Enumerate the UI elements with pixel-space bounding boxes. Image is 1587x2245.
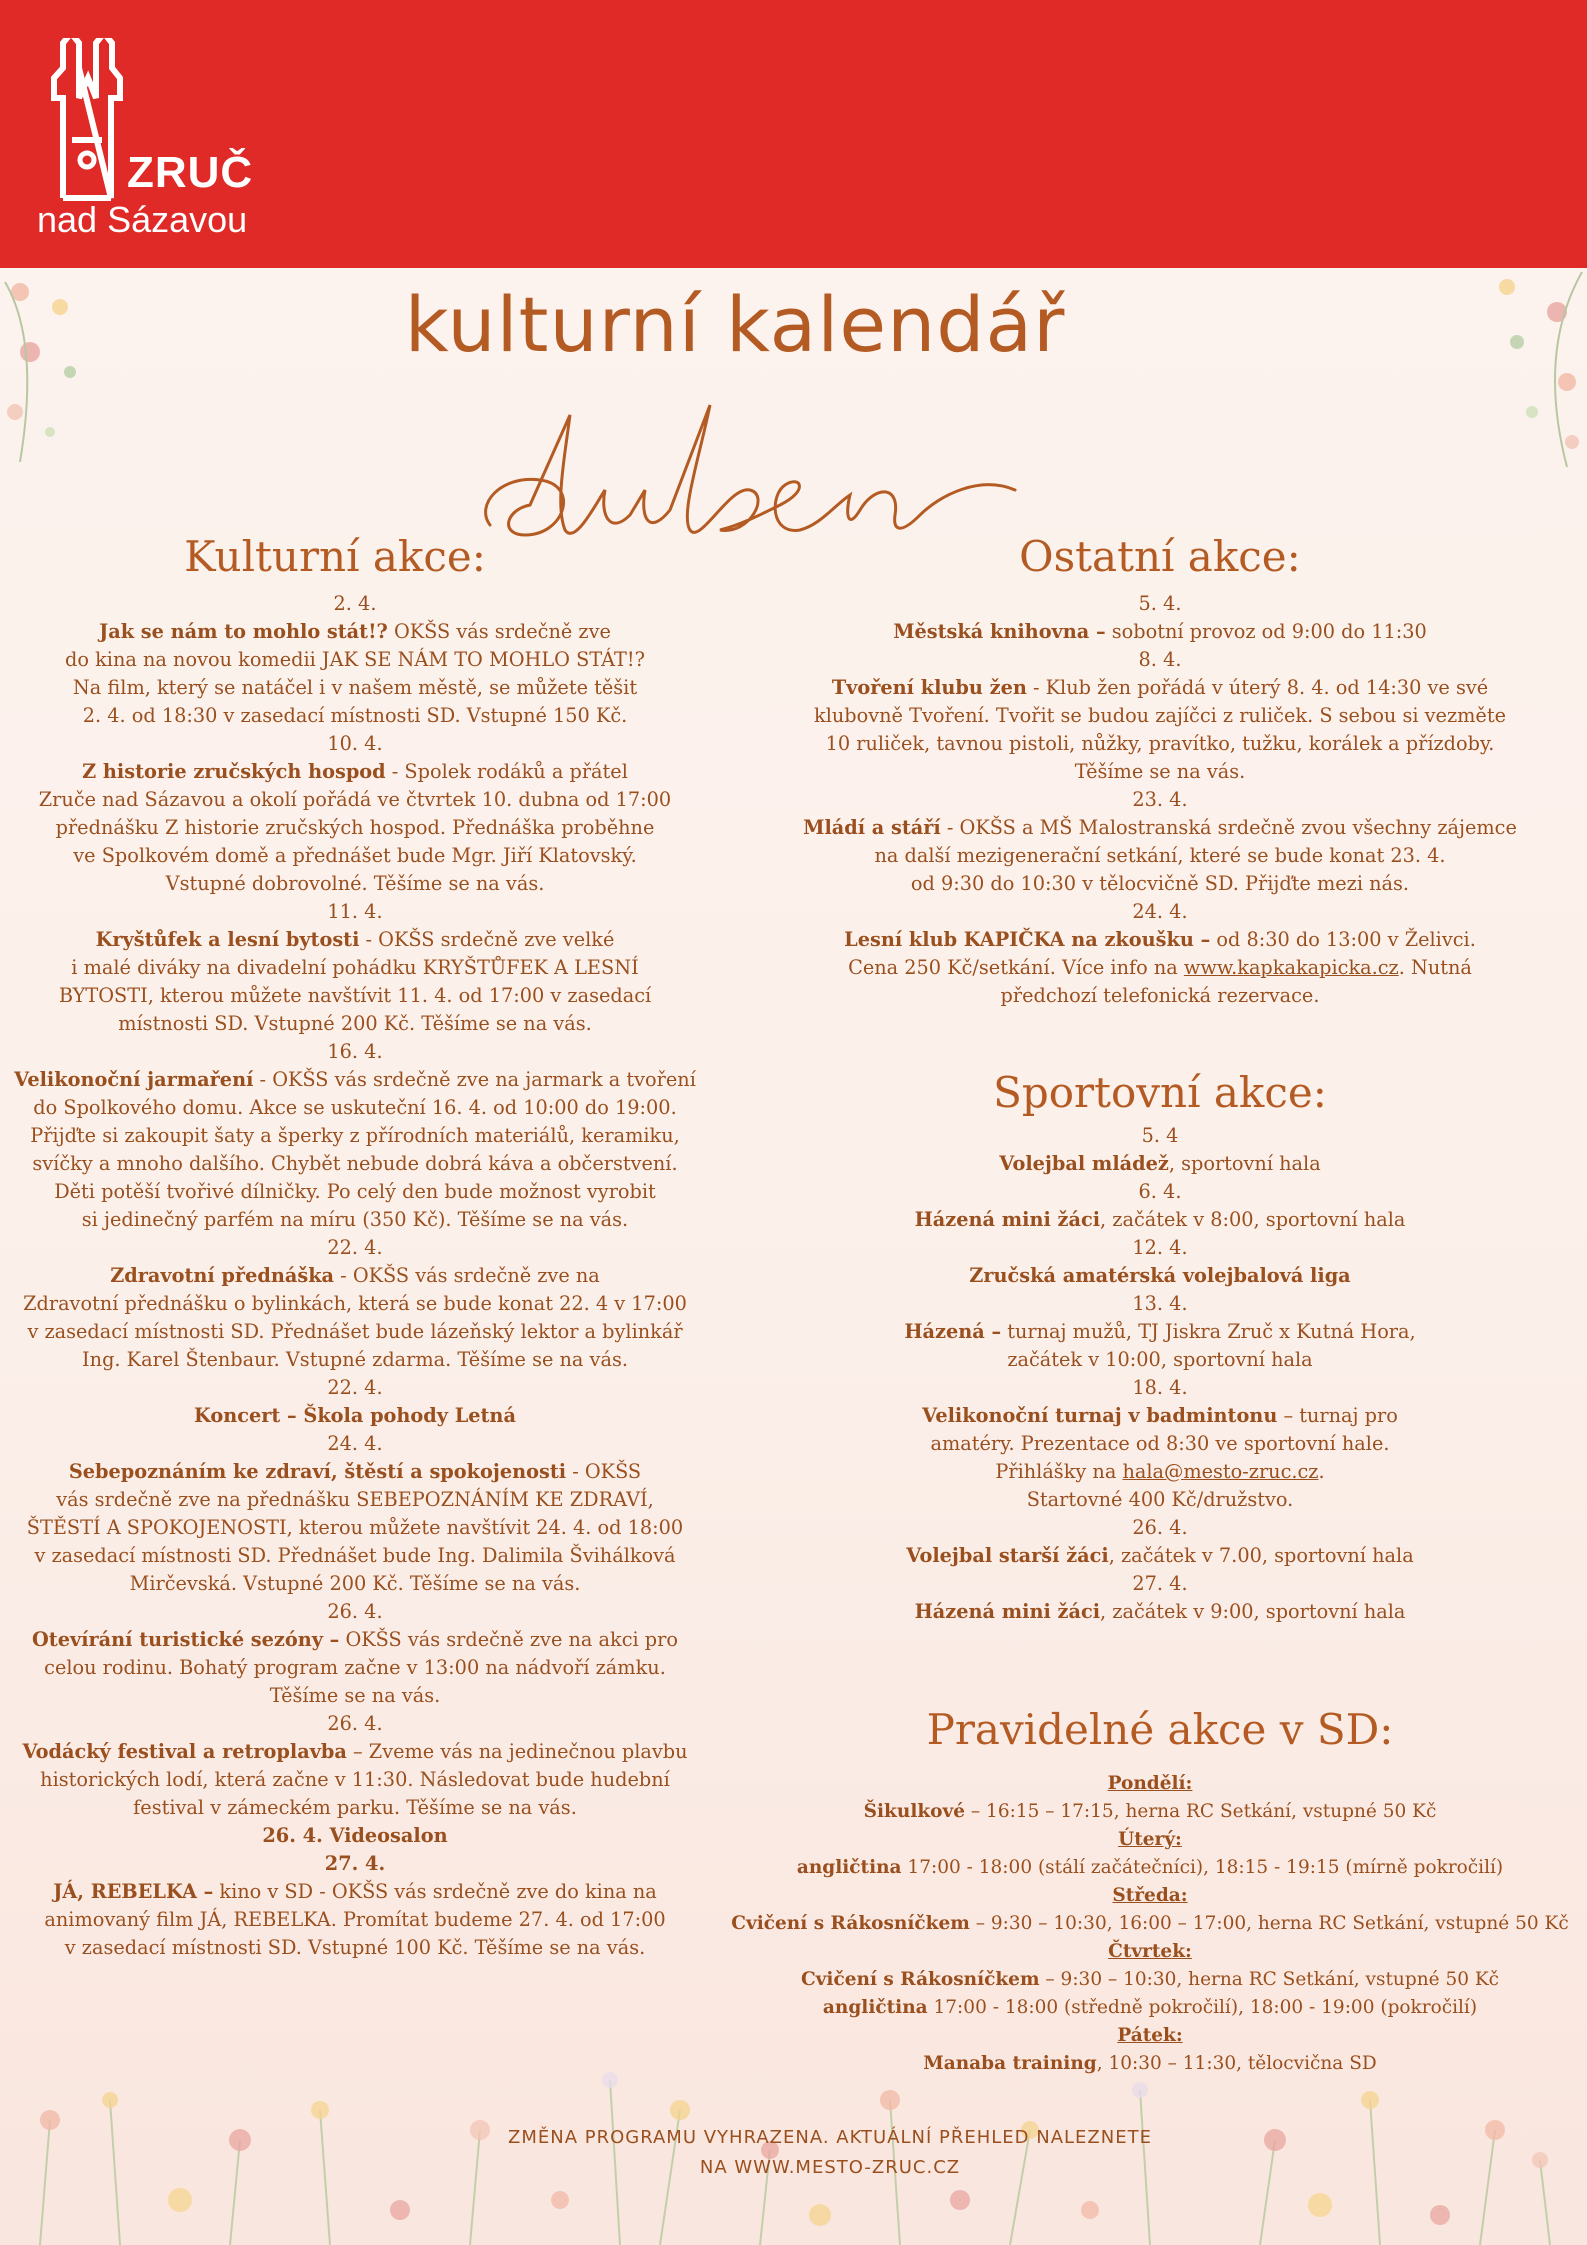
event-name: Zručská amatérská volejbalová liga <box>969 1264 1351 1287</box>
event-text: do kina na novou komedii JAK SE NÁM TO MOHLO STÁT!? <box>65 648 645 671</box>
event-name: angličtina <box>796 1857 902 1878</box>
header-bar <box>0 0 1587 268</box>
event-name: Městská knihovna – <box>893 620 1106 643</box>
event-date: 23. 4. <box>1132 788 1188 811</box>
event-text: Těšíme se na vás. <box>269 1684 441 1707</box>
event-date: 2. 4. <box>333 592 377 615</box>
event-name: Házená mini žáci <box>914 1208 1101 1231</box>
event-name: Volejbal mládež <box>999 1152 1169 1175</box>
other-events <box>760 590 1560 1010</box>
event-text: Mirčevská. Vstupné 200 Kč. Těšíme se na vás. <box>129 1572 581 1595</box>
event-text: . Nutná <box>1398 956 1472 979</box>
event-name: Sebepoznáním ke zdraví, štěstí a spokojenosti <box>68 1460 567 1483</box>
day-label: Úterý: <box>1118 1829 1182 1850</box>
event-text: ve Spolkovém domě a přednášet bude Mgr. Jiří Klatovský. <box>73 844 637 867</box>
event-text: – turnaj pro <box>1277 1404 1398 1427</box>
event-text: , sportovní hala <box>1168 1152 1321 1175</box>
event-text: svíčky a mnoho dalšího. Chybět nebude dobrá káva a občerstvení. <box>32 1152 678 1175</box>
regular-events <box>720 1770 1580 2078</box>
day-label: Pátek: <box>1117 2025 1183 2046</box>
sports-heading: Sportovní akce: <box>993 1068 1327 1117</box>
event-text: - OKŠS vás srdečně zve na <box>334 1264 600 1287</box>
event-date: 26. 4. Videosalon <box>262 1824 448 1847</box>
event-name: Volejbal starší žáci <box>906 1544 1109 1567</box>
event-date: 5. 4 <box>1141 1124 1179 1147</box>
event-text: začátek v 10:00, sportovní hala <box>1007 1348 1313 1371</box>
event-name: Házená mini žáci <box>914 1600 1101 1623</box>
event-text: ŠTĚSTÍ A SPOKOJENOSTI, kterou můžete navštívit 24. 4. od 18:00 <box>26 1516 684 1539</box>
event-date: 8. 4. <box>1138 648 1182 671</box>
event-text: Děti potěší tvořivé dílničky. Po celý den bude možnost vyrobit <box>54 1180 656 1203</box>
event-text: Vstupné dobrovolné. Těšíme se na vás. <box>165 872 545 895</box>
event-text: - OKŠS a MŠ Malostranská srdečně zvou všechny zájemce <box>940 816 1517 839</box>
event-text: - OKŠS <box>566 1460 642 1483</box>
event-text: 10 ruliček, tavnou pistoli, nůžky, pravítko, tužku, korálek a přízdoby. <box>825 732 1495 755</box>
event-name: JÁ, REBELKA – <box>53 1880 214 1903</box>
event-name: angličtina <box>822 1997 928 2018</box>
logo-name: ZRUČ <box>127 148 254 197</box>
event-name: Mládí a stáří <box>803 816 941 839</box>
footer-line1: ZMĚNA PROGRAMU VYHRAZENA. AKTUÁLNÍ PŘEHLED NALEZNETE <box>508 2127 1152 2148</box>
event-name: Cvičení s Rákosníčkem <box>800 1969 1040 1990</box>
event-name: Vodácký festival a retroplavba <box>22 1740 347 1763</box>
event-text: vás srdečně zve na přednášku SEBEPOZNÁNÍM KE ZDRAVÍ, <box>56 1488 654 1511</box>
event-date: 16. 4. <box>327 1040 383 1063</box>
event-date: 11. 4. <box>327 900 383 923</box>
event-text: kino v SD - OKŠS vás srdečně zve do kina na <box>213 1880 657 1903</box>
event-text: si jedinečný parfém na míru (350 Kč). Těšíme se na vás. <box>81 1208 629 1231</box>
event-text: – 9:30 – 10:30, herna RC Setkání, vstupné 50 Kč <box>1039 1969 1500 1990</box>
event-text: od 9:30 do 10:30 v tělocvičně SD. Přijďte mezi nás. <box>910 872 1410 895</box>
event-name: Velikonoční turnaj v badmintonu <box>922 1404 1278 1427</box>
event-text: historických lodí, která začne v 11:30. Následovat bude hudební <box>40 1768 670 1791</box>
footer-line2: NA WWW.MESTO-ZRUC.CZ <box>699 2157 961 2178</box>
event-text: 17:00 - 18:00 (stálí začátečníci), 18:15 - 19:15 (mírně pokročilí) <box>901 1857 1504 1878</box>
event-date: 27. 4. <box>324 1852 386 1875</box>
event-date: 24. 4. <box>1132 900 1188 923</box>
event-text: Cena 250 Kč/setkání. Více info na <box>848 956 1184 979</box>
kapkakapicka-link[interactable]: www.kapkakapicka.cz <box>1183 956 1399 979</box>
event-text: Startovné 400 Kč/družstvo. <box>1026 1488 1294 1511</box>
event-date: 24. 4. <box>327 1432 383 1455</box>
event-text: , 10:30 – 11:30, tělocvična SD <box>1096 2053 1377 2074</box>
event-text: , začátek v 8:00, sportovní hala <box>1100 1208 1406 1231</box>
event-date: 6. 4. <box>1138 1180 1182 1203</box>
logo-subtitle: nad Sázavou <box>37 199 248 240</box>
flower-decoration-right-icon <box>1477 262 1587 472</box>
event-text: sobotní provoz od 9:00 do 11:30 <box>1105 620 1427 643</box>
event-date: 18. 4. <box>1132 1376 1188 1399</box>
event-text: - Klub žen pořádá v úterý 8. 4. od 14:30 ve své <box>1026 676 1489 699</box>
day-label: Čtvrtek: <box>1108 1941 1192 1962</box>
event-date: 10. 4. <box>327 732 383 755</box>
event-text: Na film, který se natáčel i v našem městě, se můžete těšit <box>72 676 638 699</box>
event-text: festival v zámeckém parku. Těšíme se na vás. <box>133 1796 577 1819</box>
event-text: v zasedací místnosti SD. Přednášet bude lázeňský lektor a bylinkář <box>27 1320 683 1343</box>
event-name: Koncert – Škola pohody Letná <box>194 1404 516 1427</box>
event-text: Zruče nad Sázavou a okolí pořádá ve čtvrtek 10. dubna od 17:00 <box>38 788 672 811</box>
event-name: Otevírání turistické sezóny – <box>32 1628 340 1651</box>
event-text: předchozí telefonická rezervace. <box>1000 984 1320 1007</box>
hala-email-link[interactable]: hala@mesto-zruc.cz <box>1122 1460 1319 1483</box>
regular-heading: Pravidelné akce v SD: <box>926 1705 1394 1754</box>
event-text: - OKŠS vás srdečně zve na jarmark a tvoření <box>253 1068 696 1091</box>
event-text: . <box>1318 1460 1325 1483</box>
event-name: Manaba training <box>923 2053 1097 2074</box>
day-label: Středa: <box>1112 1885 1188 1906</box>
event-date: 27. 4. <box>1132 1572 1188 1595</box>
event-date: 22. 4. <box>327 1376 383 1399</box>
event-text: - OKŠS srdečně zve velké <box>359 928 615 951</box>
event-text: – 9:30 – 10:30, 16:00 – 17:00, herna RC Setkání, vstupné 50 Kč <box>969 1913 1569 1934</box>
event-name: Velikonoční jarmaření <box>14 1068 254 1091</box>
event-text: – Zveme vás na jedinečnou plavbu <box>346 1740 688 1763</box>
event-date: 12. 4. <box>1132 1236 1188 1259</box>
event-date: 13. 4. <box>1132 1292 1188 1315</box>
event-name: Šikulkové <box>863 1801 966 1822</box>
event-text: Přihlášky na <box>995 1460 1123 1483</box>
event-text: do Spolkového domu. Akce se uskuteční 16. 4. od 10:00 do 19:00. <box>33 1096 677 1119</box>
event-text: v zasedací místnosti SD. Přednášet bude Ing. Dalimila Švihálková <box>34 1544 676 1567</box>
event-name: Zdravotní přednáška <box>110 1264 335 1287</box>
event-date: 26. 4. <box>327 1600 383 1623</box>
event-date: 22. 4. <box>327 1236 383 1259</box>
event-text: animovaný film JÁ, REBELKA. Promítat budeme 27. 4. od 17:00 <box>44 1908 666 1931</box>
event-text: Ing. Karel Štenbaur. Vstupné zdarma. Těšíme se na vás. <box>82 1348 628 1371</box>
event-text: BYTOSTI, kterou můžete navštívit 11. 4. od 17:00 v zasedací <box>58 984 652 1007</box>
event-text: i malé diváky na divadelní pohádku KRYŠTŮFEK A LESNÍ <box>71 956 639 979</box>
event-text: místnosti SD. Vstupné 200 Kč. Těšíme se na vás. <box>118 1012 592 1035</box>
event-name: Lesní klub KAPIČKA na zkoušku – <box>844 928 1211 951</box>
event-text: Těšíme se na vás. <box>1074 760 1246 783</box>
event-text: – 16:15 – 17:15, herna RC Setkání, vstupné 50 Kč <box>965 1801 1437 1822</box>
event-text: OKŠS vás srdečně zve <box>387 620 611 643</box>
event-text: na další mezigenerační setkání, které se bude konat 23. 4. <box>874 844 1446 867</box>
cultural-events <box>10 590 700 1962</box>
event-text: 17:00 - 18:00 (středně pokročilí), 18:00 - 19:00 (pokročilí) <box>927 1997 1478 2018</box>
event-text: , začátek v 7.00, sportovní hala <box>1108 1544 1414 1567</box>
event-name: Cvičení s Rákosníčkem <box>731 1913 970 1934</box>
page-title: kulturní kalendář <box>404 280 1066 369</box>
cultural-heading: Kulturní akce: <box>184 532 486 581</box>
day-label: Pondělí: <box>1107 1773 1193 1794</box>
event-text: Zdravotní přednášku o bylinkách, která se bude konat 22. 4 v 17:00 <box>23 1292 687 1315</box>
event-name: Kryštůfek a lesní bytosti <box>95 928 360 951</box>
event-text: - Spolek rodáků a přátel <box>385 760 628 783</box>
event-date: 5. 4. <box>1138 592 1182 615</box>
event-text: klubovně Tvoření. Tvořit se budou zajíčci z ruliček. S sebou si vezměte <box>814 704 1506 727</box>
event-text: v zasedací místnosti SD. Vstupné 100 Kč. Těšíme se na vás. <box>64 1936 646 1959</box>
event-text: přednášku Z historie zručských hospod. Přednáška proběhne <box>55 816 655 839</box>
other-heading: Ostatní akce: <box>1019 532 1301 581</box>
sports-events <box>760 1122 1560 1626</box>
event-text: 2. 4. od 18:30 v zasedací místnosti SD. Vstupné 150 Kč. <box>82 704 628 727</box>
event-text: OKŠS vás srdečně zve na akci pro <box>339 1628 678 1651</box>
event-text: , začátek v 9:00, sportovní hala <box>1100 1600 1406 1623</box>
event-name: Tvoření klubu žen <box>831 676 1027 699</box>
event-date: 26. 4. <box>327 1712 383 1735</box>
event-name: Házená – <box>904 1320 1002 1343</box>
event-text: amatéry. Prezentace od 8:30 ve sportovní hale. <box>930 1432 1390 1455</box>
footer-note <box>400 2123 1260 2183</box>
event-text: turnaj mužů, TJ Jiskra Zruč x Kutná Hora, <box>1001 1320 1416 1343</box>
event-text: celou rodinu. Bohatý program začne v 13:00 na nádvoří zámku. <box>44 1656 666 1679</box>
event-name: Jak se nám to mohlo stát!? <box>99 620 388 643</box>
event-name: Z historie zručských hospod <box>82 760 386 783</box>
event-text: od 8:30 do 13:00 v Želivci. <box>1210 928 1476 951</box>
event-date: 26. 4. <box>1132 1516 1188 1539</box>
event-text: Přijďte si zakoupit šaty a šperky z přírodních materiálů, keramiku, <box>30 1124 680 1147</box>
